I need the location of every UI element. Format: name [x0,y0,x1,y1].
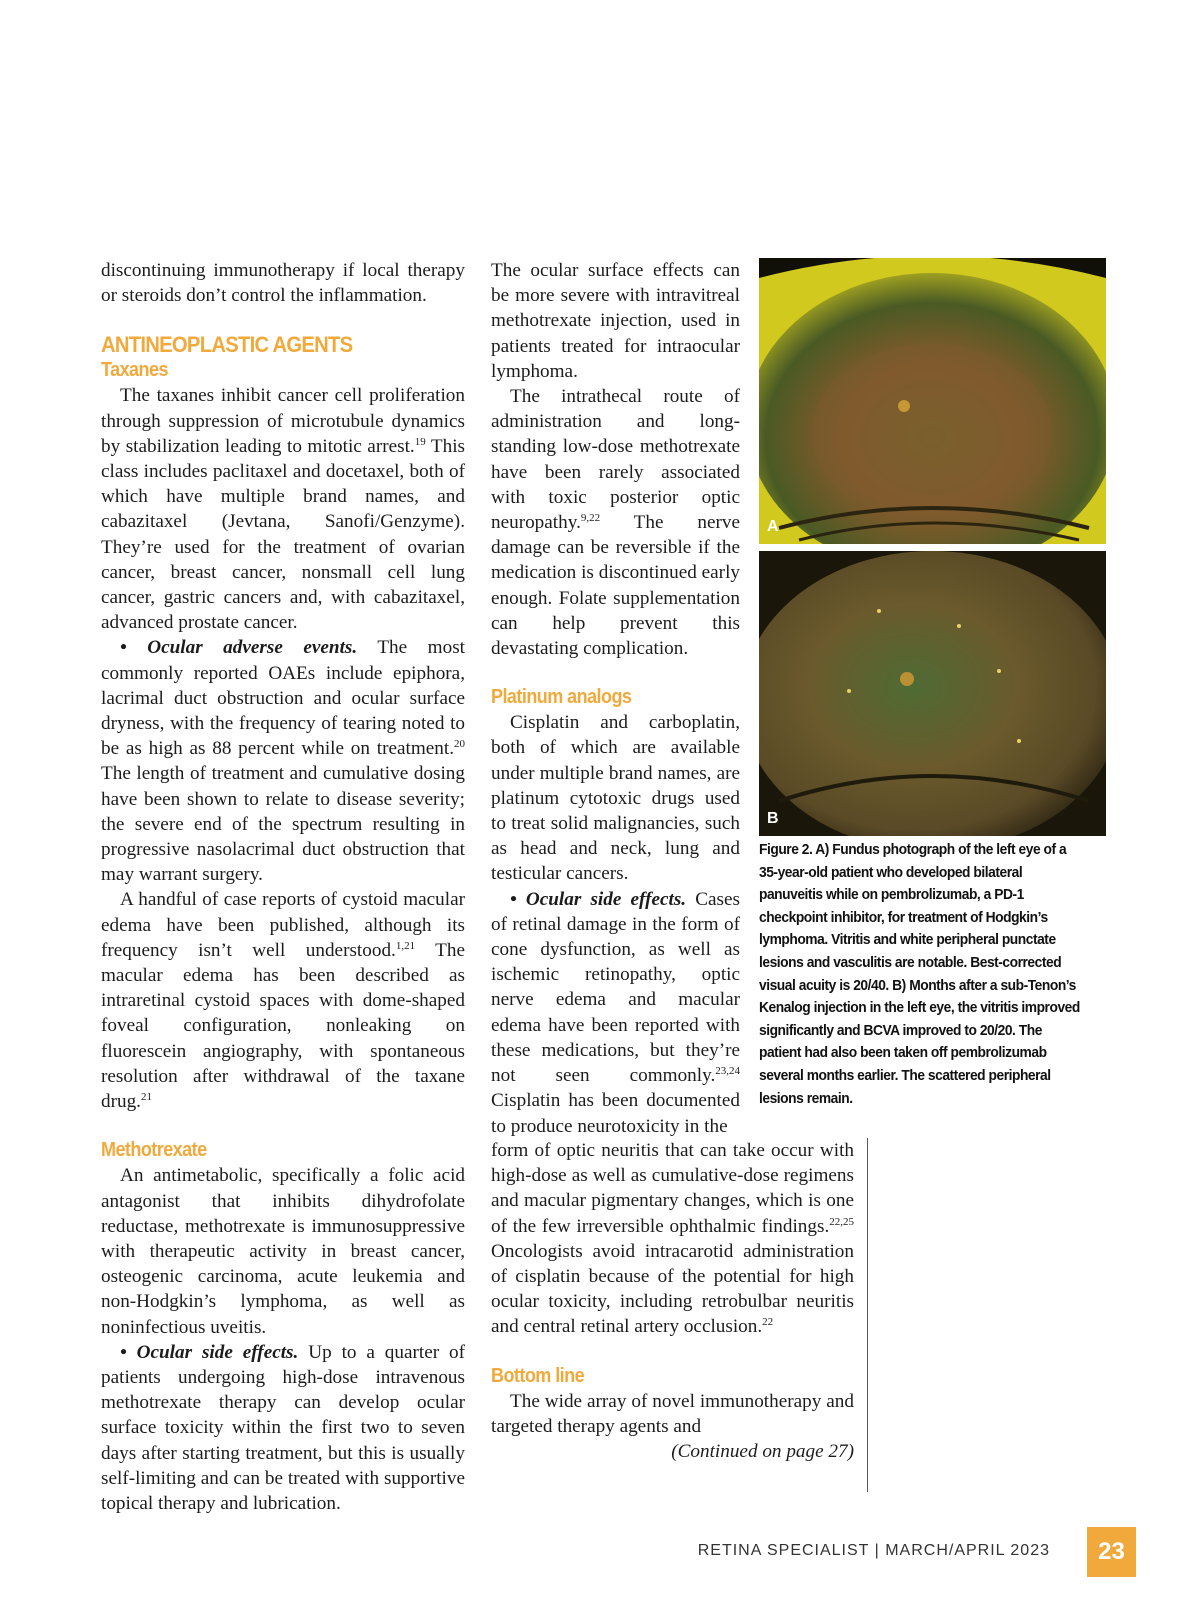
running-footer: RETINA SPECIALIST | MARCH/APRIL 2023 [697,1542,1050,1559]
citation: 22 [762,1316,774,1329]
paragraph: A handful of case reports of cystoid macular edema have been published, although its frequency isn’t well understood.$^{1,21}$ The macular edema has been described as intraretinal cystoid spaces with dome-shaped foveal configuration, nonleaking on fluorescein angiography, with spontaneous resolution after withdrawal of the taxane drug.$^{21}$ [101,889,465,1113]
subsection-heading: Bottom line [491,1364,585,1387]
paragraph: discontinuing immunotherapy if local therapy or steroids don’t control the inflammation. [101,260,465,307]
figure-caption: Figure 2. A) Fundus photograph of the left eye of a 35-year-old patient who developed bilateral panuveitis while on pembrolizumab, a PD-1 checkpoint inhibitor, for treatment of Hodgkin’s lymphoma. Vitritis and white peripheral punctate lesions and vasculitis are notable. Best-corrected visual acuity is 20/40. B) Months after a sub-Tenon’s Kenalog injection in the left eye, the vitritis improved significantly and BCVA improved to 20/20. The patient had also been taken off pembrolizumab several months earlier. The scattered peripheral lesions remain. [759,841,1080,1107]
page-number: 23 [1087,1527,1136,1577]
fundus-photo-a [759,258,1106,544]
fundus-image-b [759,551,1106,836]
paragraph: The intrathecal route of administration and long-standing low-dose methotrexate have been rarely associated with toxic posterior optic neuropathy.$^{9,22}$ The nerve damage can be reversible if the medication is discontinued early enough. Folate supplementation can help prevent this devastating complication. [491,386,740,660]
run-in-heading: • Ocular side effects. [510,888,687,910]
subsection-heading: Methotrexate [101,1139,207,1162]
citation: 22,25 [829,1215,854,1228]
paragraph: An antimetabolic, specifically a folic acid antagonist that inhibits dihydrofolate reductase, methotrexate is immunosuppressive with therapeutic activity in breast cancer, osteogenic carcinoma, acute leukemia and non-Hodgkin’s lymphoma, as well as noninfectious uveitis. [101,1165,465,1338]
figure-label-b: B [767,810,779,827]
section-heading: ANTINEOPLASTIC AGENTS [101,332,353,358]
paragraph: • Ocular side effects. Cases of retinal damage in the form of cone dysfunction, as well as ischemic retinopathy, optic nerve edema and macular edema have been reported with these medications, but they’re not seen commonly.$^{23,24}$ Cisplatin has been documented to produce neurotoxicity in the [491,888,741,1137]
column-2-continued [491,1138,854,1464]
paragraph: form of optic neuritis that can take occur with high-dose as well as cumulative-dose regimens and macular pigmentary changes, which is one of the few irreversible ophthalmic findings.$^{22,25}$ Oncologists avoid intracarotid administration of cisplatin because of the potential for high ocular toxicity, including retrobulbar neuritis and central retinal artery occlusion.$^{22}$ [491,1140,854,1338]
figure-label-a: A [767,518,779,535]
paragraph: The taxanes inhibit cancer cell proliferation through suppression of microtubule dynamics by stabilization leading to mitotic arrest.$^{19}$ This class includes paclitaxel and docetaxel, both of which have multiple brand names, and cabazitaxel (Jevtana, Sanofi/Genzyme). They’re used for the treatment of ovarian cancer, breast cancer, nonsmall cell lung cancer, gastric cancers and, with cabazitaxel, advanced prostate cancer. [101,385,465,634]
paragraph: • Ocular side effects. Up to a quarter of patients undergoing high-dose intravenous methotrexate therapy can develop ocular surface toxicity within the first two to seven days after starting treatment, but this is usually self-limiting and can be treated with supportive topical therapy and lubrication. [101,1341,465,1514]
citation: 23,24 [715,1065,740,1078]
citation: 1,21 [395,939,416,952]
column-1 [101,258,465,1516]
citation: 21 [140,1091,152,1104]
paragraph: Cisplatin and carboplatin, both of which are available under multiple brand names, are platinum cytotoxic drugs used to treat solid malignancies, such as head and neck, lung and testicular cancers. [491,712,740,885]
fundus-image-a [759,258,1106,544]
paragraph: The wide array of novel immunotherapy and targeted therapy agents and [491,1390,854,1437]
column-rule [867,1138,868,1492]
run-in-heading: • Ocular side effects. [120,1341,299,1363]
column-2 [491,258,740,1139]
paragraph: • Ocular adverse events. The most commonly reported OAEs include epiphora, lacrimal duct obstruction and ocular surface dryness, with the frequency of tearing noted to be as high as 88 percent while on treatment.$^{20}$ The length of treatment and cumulative dosing have been shown to relate to disease severity; the severe end of the spectrum resulting in progressive nasolacrimal duct obstruction that may warrant surgery. [101,637,465,886]
paragraph: The ocular surface effects can be more severe with intravitreal methotrexate injection, used in patients treated for intraocular lymphoma. [491,260,740,382]
subsection-heading: Taxanes [101,359,168,382]
continued-note: (Continued on page 27) [671,1441,854,1463]
subsection-heading: Platinum analogs [491,686,632,709]
citation: 9,22 [580,512,601,525]
citation: 19 [414,435,426,448]
run-in-heading: • Ocular adverse events. [120,637,358,659]
citation: 20 [454,738,465,751]
fundus-photo-b [759,551,1106,836]
